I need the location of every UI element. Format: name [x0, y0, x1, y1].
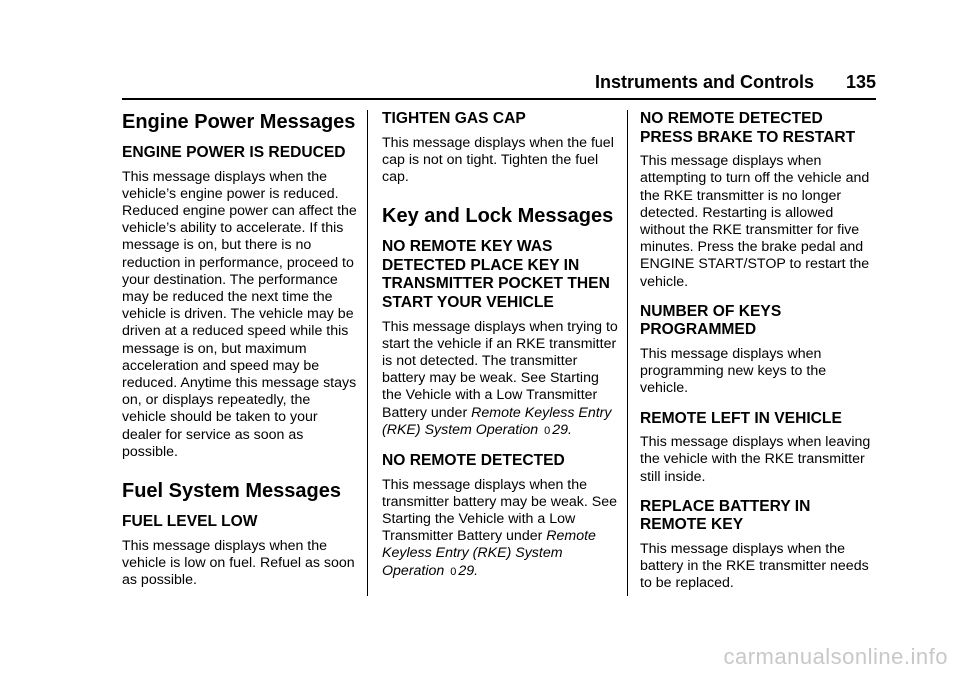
subheading-engine-power-reduced: ENGINE POWER IS REDUCED [122, 144, 346, 161]
section-title: Instruments and Controls [594, 72, 814, 92]
heading-engine-power-messages: Engine Power Messages [122, 111, 356, 133]
subheading-no-remote-detected: NO REMOTE DETECTED [382, 452, 565, 469]
page-number: 135 [845, 72, 876, 92]
page-reference-arrow-icon: 0 [544, 424, 551, 437]
paragraph-fuel-level-low: This message displays when the vehicle is low on fuel. Refuel as soon as possible. [122, 537, 355, 589]
paragraph-remote-left-in-vehicle: This message displays when leaving the vehicle with the RKE transmitter still inside. [640, 434, 871, 485]
column-divider-1 [367, 110, 368, 596]
subheading-no-remote-press-brake: NO REMOTE DETECTED PRESS BRAKE TO RESTART [640, 110, 856, 146]
header-divider [122, 98, 876, 100]
paragraph-text: This message displays when trying to start the vehicle if an RKE transmitter is not detected. The transmitter battery may be weak. See Starting the Vehicle with a Low Transmitter Battery under [382, 318, 618, 421]
subheading-number-of-keys: NUMBER OF KEYS PROGRAMMED [640, 302, 782, 339]
subheading-fuel-level-low: FUEL LEVEL LOW [122, 513, 258, 531]
paragraph-no-remote-detected [382, 477, 618, 581]
paragraph-engine-power: This message displays when the vehicle’s engine power is reduced. Reduced engine power can affect the vehicle’s ability to accelerate. If this message is on, but there is no reduction in performance, proceed to your destination. The performance may be reduced the next time the vehicle is driven. The vehicle may be driven at a reduced speed while this message is on, but maximum acceleration and speed may be reduced. Anytime this message stays on, or displays repeatedly, the vehicle should be taken to your dealer for service as soon as possible. [122, 168, 357, 460]
column-3 [640, 110, 876, 605]
paragraph-text: This message displays when the transmitter battery may be weak. See Starting the Vehicle with a Low Transmitter Battery under [382, 476, 617, 545]
paragraph-tighten-gas-cap: This message displays when the fuel cap is not on tight. Tighten the fuel cap. [382, 134, 614, 185]
subheading-no-remote-key-detected: NO REMOTE KEY WAS DETECTED PLACE KEY IN TRANSMITTER POCKET THEN START YOUR VEHICLE [382, 238, 610, 311]
heading-key-and-lock-messages: Key and Lock Messages [382, 205, 614, 228]
page-reference-number[interactable]: 29. [458, 562, 479, 579]
subheading-replace-battery: REPLACE BATTERY IN REMOTE KEY [640, 497, 811, 534]
watermark: carmanualsonline.info [723, 644, 948, 669]
column-1 [122, 110, 358, 601]
paragraph-replace-battery: This message displays when the battery in the RKE transmitter needs to be replaced. [640, 541, 869, 592]
subheading-tighten-gas-cap: TIGHTEN GAS CAP [382, 110, 526, 127]
cross-reference-link[interactable]: Remote Keyless Entry (RKE) System Operation [382, 404, 612, 438]
paragraph-number-of-keys: This message displays when programming new keys to the vehicle. [640, 346, 827, 397]
column-divider-2 [627, 110, 628, 596]
paragraph-no-remote-press-brake: This message displays when attempting to turn off the vehicle and the RKE transmitter is no longer detected. Restarting is allowed without the RKE transmitter for five minutes. Press the brake pedal and ENGINE START/STOP to restart the vehicle. [640, 153, 870, 290]
column-2 [382, 110, 618, 593]
page-header [122, 64, 876, 100]
subheading-remote-left-in-vehicle: REMOTE LEFT IN VEHICLE [640, 409, 842, 427]
cross-reference-link[interactable]: Remote Keyless Entry (RKE) System Operation [382, 528, 596, 579]
page-reference-number[interactable]: 29. [552, 421, 572, 438]
page-reference-arrow-icon: 0 [450, 565, 457, 578]
paragraph-no-remote-key-detected [382, 319, 618, 440]
heading-fuel-system-messages: Fuel System Messages [122, 480, 341, 503]
